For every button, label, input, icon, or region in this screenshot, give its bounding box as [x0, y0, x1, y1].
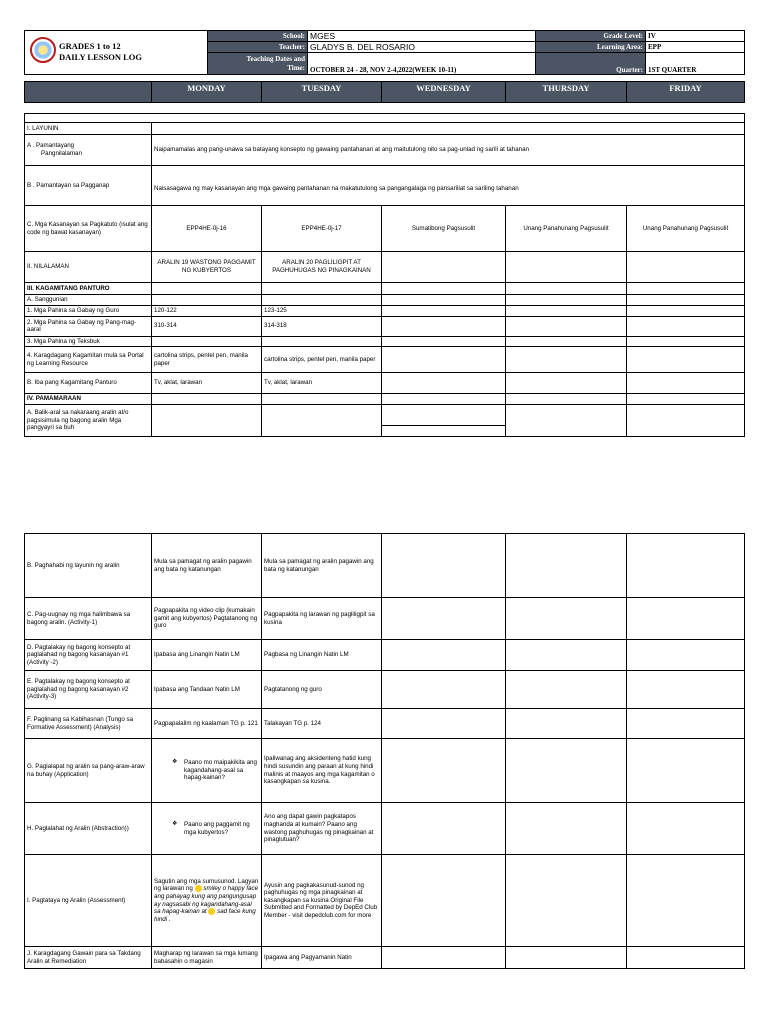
pagtataya-wednesday: [382, 855, 506, 947]
paglinang-label: F. Paglinang sa Kabihasnan (Tungo sa Formative Assessment) (Analysis): [25, 709, 152, 739]
dates-label-line1: Teaching Dates and: [246, 54, 305, 63]
paglalapat-thursday: [506, 739, 627, 803]
header-block: [24, 30, 744, 74]
gabay-magaaral-friday: [627, 316, 745, 336]
paglalapat-monday: [152, 739, 262, 803]
paguugnay-friday: [627, 598, 745, 640]
pamantayang-label: [25, 135, 152, 166]
paglalapat-wednesday: [382, 739, 506, 803]
day-monday: MONDAY: [152, 82, 262, 103]
karagdagang-gawain-monday: Magharap ng larawan sa mga lumang babasahin o magasin: [152, 947, 262, 969]
pagtataya-monday: [152, 855, 262, 947]
paglinang-tuesday: Talakayan TG p. 124: [262, 709, 382, 739]
sanggunian-wednesday: [382, 295, 506, 306]
pagtataya-monday-text-2: smiley o happy face ang pahayag kung ang pangungusap ay nagsasabi ng kagandahang-asal sa hapag-kainan at: [154, 885, 259, 916]
karagdagang-gawain-tuesday: Ipagawa ang Pagyamanin Natin: [262, 947, 382, 969]
pagtalakay2-label: E. Pagtalakay ng bagong konsepto at paglalahad ng bagong kasanayan #2 (Activity-3): [25, 671, 152, 709]
gabay-magaaral-monday: 310-314: [152, 316, 262, 336]
gabay-guro-label: 1. Mga Pahina sa Gabay ng Guro: [25, 305, 152, 316]
pamantayang-label-line2: Pangnilalaman: [41, 150, 82, 157]
gabay-guro-friday: [627, 305, 745, 316]
pamamaraan-monday: [152, 394, 262, 405]
pagtalakay2-wednesday: [382, 671, 506, 709]
day-thursday: THURSDAY: [506, 82, 627, 103]
karagdagang-gawain-label: J. Karagdagang Gawain para sa Takdang Aralin at Remediation: [25, 947, 152, 969]
nilalaman-label: II. NILALAMAN: [25, 252, 152, 283]
pamamaraan-wednesday: [382, 394, 506, 405]
quarter-value: 1ST QUARTER: [646, 53, 745, 75]
sanggunian-tuesday: [262, 295, 382, 306]
kasanayan-wednesday: Sumatibong Pagsusulit: [382, 206, 506, 252]
paglalapat-label: G. Paglalapat ng aralin sa pang-araw-araw na buhay (Application): [25, 739, 152, 803]
pagtalakay2-tuesday: Pagtatanong ng guro: [262, 671, 382, 709]
lesson-table-part2: [24, 533, 745, 969]
karagdagang-gawain-friday: [627, 947, 745, 969]
iba-pang-kagamitan-tuesday: Tv, aklat, larawan: [262, 373, 382, 394]
log-title: [59, 41, 142, 63]
layunin-cell: [152, 123, 745, 135]
pagtataya-monday-text-1: Sagutin ang mga sumusunod. Lagyan ng larawan ng: [154, 877, 259, 893]
iba-pang-kagamitan-thursday: [506, 373, 627, 394]
pamamaraan-tuesday: [262, 394, 382, 405]
kagamitang-wednesday: [382, 283, 506, 295]
balik-aral-friday: [627, 405, 745, 437]
kasanayan-tuesday: EPP4HE-0j-17: [262, 206, 382, 252]
paghahabi-monday: Mula sa pamagat ng aralin pagawin ang bata ng katanungan: [152, 534, 262, 598]
kagamitang-label: III. KAGAMITANG PANTURO: [25, 283, 152, 295]
pamamaraan-thursday: [506, 394, 627, 405]
learning-resource-friday: [627, 347, 745, 373]
title-line-1: GRADES 1 to 12: [59, 41, 121, 51]
kagamitang-tuesday: [262, 283, 382, 295]
title-line-2: DAILY LESSON LOG: [59, 52, 142, 62]
nilalaman-wednesday: [382, 252, 506, 283]
nilalaman-tuesday: ARALIN 20 PAGLILIGPIT AT PAGHUHUGAS NG PINAGKAINAN: [262, 252, 382, 283]
paguugnay-wednesday: [382, 598, 506, 640]
nilalaman-thursday: [506, 252, 627, 283]
paglinang-friday: [627, 709, 745, 739]
paghahabi-tuesday: Mula sa pamagat ng aralin pagawin ang bata ng katanungan: [262, 534, 382, 598]
pagtalakay1-wednesday: [382, 640, 506, 671]
learning-resource-monday: cartolina strips, pentel pen, manila paper: [152, 347, 262, 373]
spacer-row: [25, 114, 745, 123]
kasanayan-thursday: Unang Panahunang Pagsusulit: [506, 206, 627, 252]
sad-face-icon: [208, 908, 215, 915]
day-tuesday: TUESDAY: [262, 82, 382, 103]
iba-pang-kagamitan-wednesday: [382, 373, 506, 394]
day-friday: FRIDAY: [627, 82, 745, 103]
dates-label: [208, 53, 308, 75]
learning-resource-tuesday: cartolina strips, pentel pen, manila paper: [262, 347, 382, 373]
pagtalakay1-label: D. Pagtalakay ng bagong konsepto at paglalahad ng bagong kasanayan #1 (Activity -2): [25, 640, 152, 671]
day-header: [24, 81, 744, 103]
balik-aral-wednesday: [382, 405, 506, 437]
iba-pang-kagamitan-monday: Tv, aklat, larawan: [152, 373, 262, 394]
quarter-label: Quarter:: [536, 53, 646, 75]
paglinang-wednesday: [382, 709, 506, 739]
sanggunian-monday: [152, 295, 262, 306]
lesson-table-part1: [24, 113, 745, 437]
teksbuk-thursday: [506, 336, 627, 347]
paglalapat-tuesday: Ipaliwanag ang aksidenteng hatid kung hindi susundin ang paraan at kung hindi malinis at maayos ang mga kagamitan o kasangkapan sa kusina.: [262, 739, 382, 803]
pagtataya-label: I. Pagtataya ng Aralin (Assessment): [25, 855, 152, 947]
pagtataya-monday-text-3: sad face kung hindi .: [154, 908, 256, 923]
pagtataya-friday: [627, 855, 745, 947]
paglinang-monday: Pagpapalalim ng kaalaman TG p. 121: [152, 709, 262, 739]
balik-aral-monday: [152, 405, 262, 437]
paglalahat-wednesday: [382, 803, 506, 855]
deped-seal-icon: [30, 37, 56, 63]
pagtataya-thursday: [506, 855, 627, 947]
gabay-magaaral-wednesday: [382, 316, 506, 336]
paglalapat-friday: [627, 739, 745, 803]
pagganap-label: B . Pamantayan sa Pagganap: [25, 166, 152, 206]
nilalaman-monday: ARALIN 19 WASTONG PAGGAMIT NG KUBYERTOS: [152, 252, 262, 283]
pagtalakay2-thursday: [506, 671, 627, 709]
gabay-guro-thursday: [506, 305, 627, 316]
paglinang-thursday: [506, 709, 627, 739]
iba-pang-kagamitan-friday: [627, 373, 745, 394]
layunin-label: I. LAYUNIN: [25, 123, 152, 135]
area-label: Learning Area:: [536, 42, 646, 53]
teksbuk-label: 3. Mga Pahina ng Teksbuk: [25, 336, 152, 347]
balik-aral-label: A. Balik-aral sa nakaraang aralin at/o pagsisimula ng bagong aralin Mga pangyayri sa buh: [25, 405, 152, 437]
paguugnay-label: C. Pag-uugnay ng mga halimbawa sa bagong aralin. (Activity-1): [25, 598, 152, 640]
paglalapat-monday-text: Paano mo maipakikita ang kagandahang-asal sa hapag-kainan?: [184, 759, 257, 782]
karagdagang-gawain-wednesday: [382, 947, 506, 969]
diamond-bullet-icon: ❖: [172, 759, 178, 766]
kasanayan-monday: EPP4HE-0j-16: [152, 206, 262, 252]
pagtalakay2-friday: [627, 671, 745, 709]
balik-aral-tuesday: [262, 405, 382, 437]
sanggunian-friday: [627, 295, 745, 306]
teacher-value: GLADYS B. DEL ROSARIO: [308, 42, 536, 53]
teksbuk-tuesday: [262, 336, 382, 347]
gabay-magaaral-tuesday: 314-318: [262, 316, 382, 336]
paglalahat-monday: [152, 803, 262, 855]
gabay-magaaral-label: 2. Mga Pahina sa Gabay ng Pang-mag-aaral: [25, 316, 152, 336]
diamond-bullet-icon: ❖: [172, 820, 178, 827]
pagganap-text: Naisasagawa ng may kasanayan ang mga gawaing pantahanan na makatutulong sa pangangalaga ng pansariliat sa sariling tahanan: [152, 166, 745, 206]
balik-aral-thursday: [506, 405, 627, 437]
nilalaman-friday: [627, 252, 745, 283]
grade-label: Grade Level:: [536, 31, 646, 42]
kasanayan-friday: Unang Panahunang Pagsusulit: [627, 206, 745, 252]
smiley-face-icon: [195, 885, 202, 892]
karagdagang-gawain-thursday: [506, 947, 627, 969]
learning-resource-label: 4. Karagdagang Kagamitan mula sa Portal ng Learning Resource: [25, 347, 152, 373]
pamamaraan-label: IV. PAMAMARAAN: [25, 394, 152, 405]
kagamitang-friday: [627, 283, 745, 295]
pagtalakay1-thursday: [506, 640, 627, 671]
pamantayang-label-line1: A . Pamantayang: [27, 142, 75, 150]
paghahabi-wednesday: [382, 534, 506, 598]
sanggunian-thursday: [506, 295, 627, 306]
paghahabi-thursday: [506, 534, 627, 598]
teksbuk-monday: [152, 336, 262, 347]
area-value: EPP: [646, 42, 745, 53]
paguugnay-thursday: [506, 598, 627, 640]
grade-value: IV: [646, 31, 745, 42]
paghahabi-label: B. Paghahabi ng layunin ng aralin: [25, 534, 152, 598]
teacher-label: Teacher:: [208, 42, 308, 53]
sanggunian-label: A. Sanggunian: [25, 295, 152, 306]
learning-resource-wednesday: [382, 347, 506, 373]
paguugnay-tuesday: Pagpapakita ng larawan ng pagliligpit sa kusina: [262, 598, 382, 640]
school-label: School:: [208, 31, 308, 42]
paglalahat-friday: [627, 803, 745, 855]
paguugnay-monday: Pagpapakita ng video clip (kumakain gamit ang kubyertos) Pagtatanong ng guro: [152, 598, 262, 640]
paghahabi-friday: [627, 534, 745, 598]
gabay-guro-wednesday: [382, 305, 506, 316]
pagtataya-tuesday: Ayusin ang pagkakasunud-sunod ng paghuhugas ng mga pinagkainan at kasangkapan sa kusina Original File Submitted and Formatted by DepEd Club Member - visit depedclub.com for more: [262, 855, 382, 947]
pagtalakay2-monday: Ipabasa ang Tandaan Natin LM: [152, 671, 262, 709]
school-value: MGES: [308, 31, 536, 42]
kasanayan-label: C. Mga Kasanayan sa Pagkatuto (isulat ang code ng bawat kasanayan): [25, 206, 152, 252]
pagtalakay1-friday: [627, 640, 745, 671]
pamamaraan-friday: [627, 394, 745, 405]
paglalahat-label: H. Paglalahat ng Aralin (Abstraction)): [25, 803, 152, 855]
iba-pang-kagamitan-label: B. Iba pang Kagamitang Panturo: [25, 373, 152, 394]
paglalahat-thursday: [506, 803, 627, 855]
kagamitang-thursday: [506, 283, 627, 295]
learning-resource-thursday: [506, 347, 627, 373]
kagamitang-monday: [152, 283, 262, 295]
paglalahat-monday-text: Paano ang paggamit ng mga kubyertos?: [184, 820, 250, 836]
teksbuk-wednesday: [382, 336, 506, 347]
pagtalakay1-tuesday: Pagbasa ng Linangin Natin LM: [262, 640, 382, 671]
gabay-magaaral-thursday: [506, 316, 627, 336]
dates-value: OCTOBER 24 - 28, NOV 2-4,2022(WEEK 10-11): [308, 53, 536, 75]
pamantayang-text: Naipamamalas ang pang-unawa sa batayang konsepto ng gawaing pantahanan at ang maitutulong nito sa pag-unlad ng sarili at tahanan: [152, 135, 745, 166]
header-logo-cell: [25, 31, 208, 75]
gabay-guro-tuesday: 123-125: [262, 305, 382, 316]
paglalahat-tuesday: Ano ang dapat gawin pagkatapos maghanda at kumain? Paano ang wastong paghuhugas ng pinagkainan at pinaglutuan?: [262, 803, 382, 855]
day-header-blank: [25, 82, 152, 103]
teksbuk-friday: [627, 336, 745, 347]
day-wednesday: WEDNESDAY: [382, 82, 506, 103]
gabay-guro-monday: 120-122: [152, 305, 262, 316]
dates-label-line2: Time:: [287, 63, 305, 72]
pagtalakay1-monday: Ipabasa ang Linangin Natin LM: [152, 640, 262, 671]
